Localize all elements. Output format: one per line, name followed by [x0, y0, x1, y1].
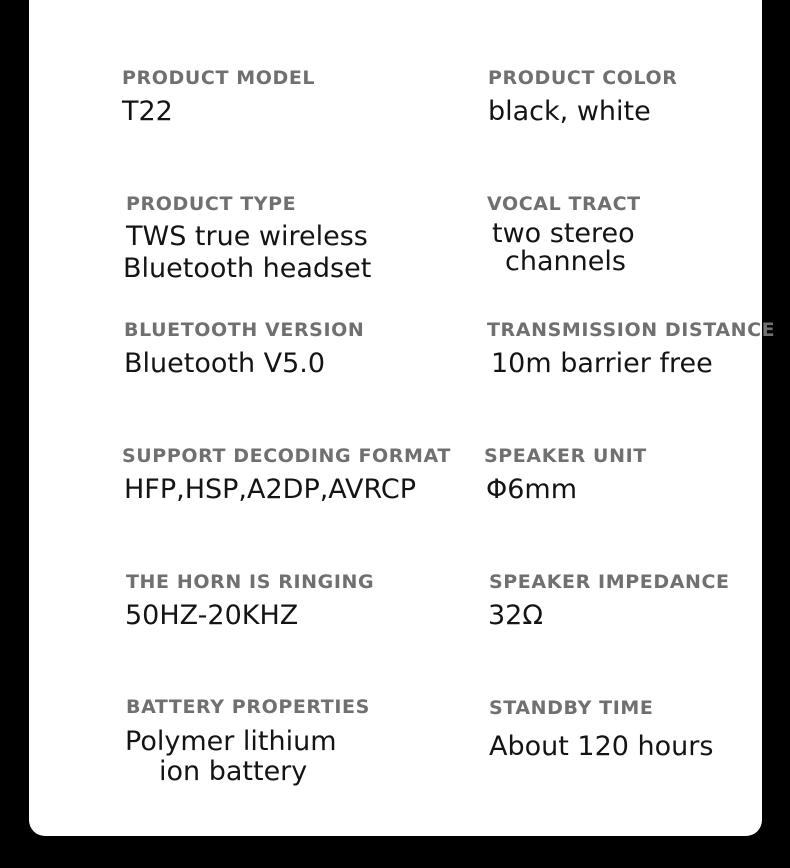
spec-label: SPEAKER IMPEDANCE [489, 571, 730, 593]
spec-value: Bluetooth V5.0 [124, 348, 326, 379]
spec-value-line-1: TWS true wireless [126, 221, 368, 252]
spec-label: PRODUCT MODEL [122, 67, 316, 89]
spec-value: T22 [122, 96, 173, 127]
spec-label: BATTERY PROPERTIES [126, 696, 370, 718]
spec-value: HFP,HSP,A2DP,AVRCP [124, 474, 417, 505]
spec-value-line-2: ion battery [159, 756, 308, 787]
spec-value: black, white [488, 96, 651, 127]
spec-support-decoding-format [122, 444, 451, 506]
spec-battery-properties [126, 695, 370, 787]
spec-vocal-tract [487, 192, 641, 274]
spec-speaker-unit [484, 444, 647, 506]
spec-value-line-1: two stereo [492, 220, 635, 249]
spec-card [29, 0, 776, 836]
spec-value-line-1: Polymer lithium [125, 726, 337, 757]
spec-label: PRODUCT COLOR [488, 67, 678, 89]
spec-label: SUPPORT DECODING FORMAT [122, 445, 451, 467]
spec-value: 10m barrier free [491, 348, 713, 379]
spec-product-color [488, 66, 678, 128]
spec-product-type [123, 192, 372, 285]
spec-transmission-distance [487, 318, 775, 380]
spec-label: STANDBY TIME [489, 697, 654, 719]
spec-label: BLUETOOTH VERSION [124, 319, 365, 341]
spec-label: SPEAKER UNIT [484, 445, 647, 467]
spec-horn-ringing [126, 570, 374, 632]
spec-bluetooth-version [124, 318, 364, 380]
spec-value: Φ6mm [486, 474, 578, 505]
spec-value: 32Ω [488, 600, 543, 631]
spec-speaker-impedance [489, 570, 730, 632]
spec-value: About 120 hours [489, 731, 714, 757]
spec-label: VOCAL TRACT [487, 193, 641, 215]
spec-label: TRANSMISSION DISTANCE [487, 319, 776, 341]
spec-standby-time [489, 696, 713, 757]
spec-value-line-2: channels [505, 246, 626, 274]
spec-product-model [122, 66, 315, 128]
spec-value: 50HZ-20KHZ [125, 600, 299, 631]
spec-label: THE HORN IS RINGING [126, 571, 375, 593]
spec-value-line-2: Bluetooth headset [123, 253, 372, 284]
spec-label: PRODUCT TYPE [126, 193, 297, 215]
